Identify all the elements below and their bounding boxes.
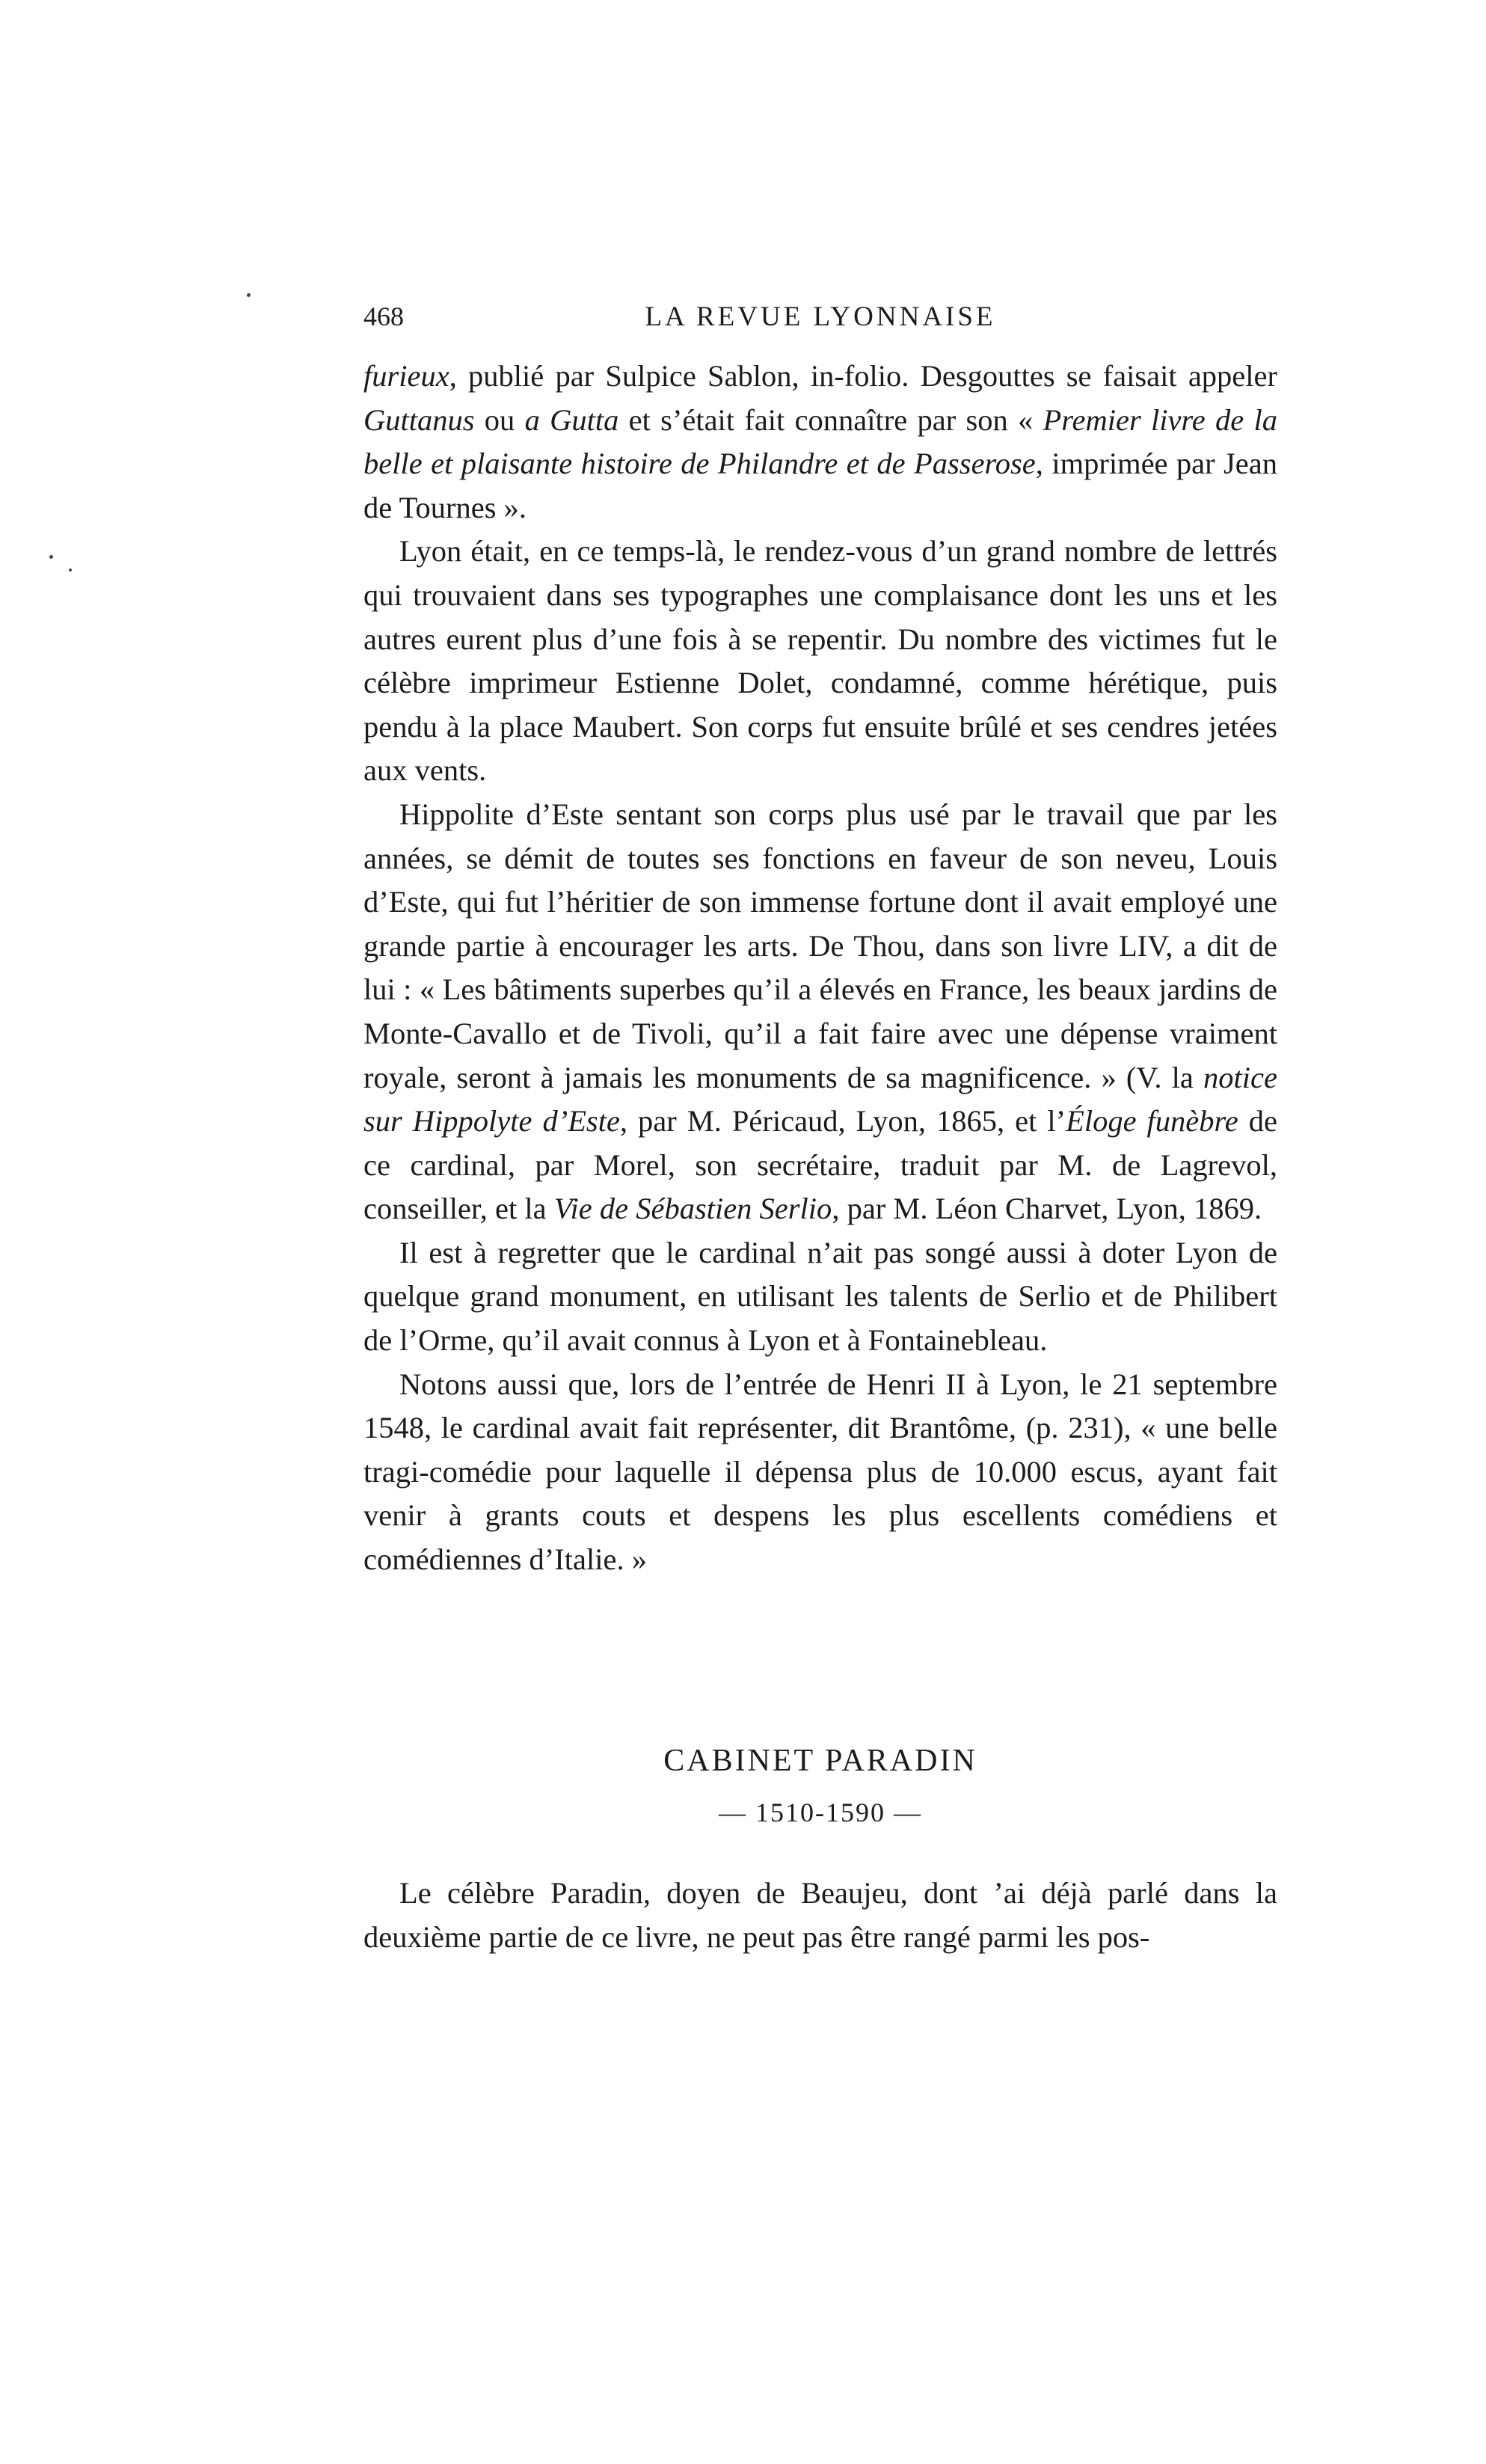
paragraph: furieux, publié par Sulpice Sablon, in-folio. Desgouttes se faisait appeler Guttanus ou a Gutta et s’était fait connaître par son « Premier livre de la belle et plaisante histoire de Philandre et de Passerose, imprimée par Jean de Tournes ».: [363, 359, 1278, 524]
scan-speck: [69, 569, 72, 571]
italic-run: Vie de Sébastien Serlio: [553, 1192, 832, 1226]
scan-speck: [247, 293, 251, 297]
paragraph: Il est à regretter que le cardinal n’ait pas songé aussi à doter Lyon de quelque grand monument, en utilisant les talents de Serlio et de Philibert de l’Orme, qu’il avait connus à Lyon et à Fontainebleau.: [363, 1235, 1277, 1358]
body-text: [363, 355, 1277, 1582]
paragraph: Notons aussi que, lors de l’entrée de Henri II à Lyon, le 21 septembre 1548, le cardinal avait fait représenter, dit Brantôme, (p. 231), « une belle tragi-comédie pour laquelle il dépensa plus de 10.000 escus, ayant fait venir à grants couts et despens les plus escellents comédiens et comédiennes d’Italie. »: [363, 1367, 1277, 1577]
section-title: CABINET PARADIN: [663, 1744, 977, 1778]
section-paragraph: Le célèbre Paradin, doyen de Beaujeu, dont ’ai déjà parlé dans la deuxième partie de ce livre, ne peut pas être rangé parmi les pos-: [363, 1876, 1277, 1954]
italic-run: furieux: [363, 359, 449, 393]
section-body: [363, 1872, 1277, 1959]
paragraph: Lyon était, en ce temps-là, le rendez-vous d’un grand nombre de lettrés qui trouvaient dans ses typographes une complaisance dont les uns et les autres eurent plus d’une fois à se repentir. Du nombre des victimes fut le célèbre imprimeur Estienne Dolet, condamné, comme hérétique, puis pendu à la place Maubert. Son corps fut ensuite brûlé et ses cendres jetées aux vents.: [363, 534, 1277, 788]
paragraph: Hippolite d’Este sentant son corps plus usé par le travail que par les années, se démit de toutes ses fonctions en faveur de son neveu, Louis d’Este, qui fut l’héritier de son immense fortune dont il avait employé une grande partie à encourager les arts. De Thou, dans son livre LIV, a dit de lui : « Les bâtiments superbes qu’il a élevés en France, les beaux jardins de Monte-Cavallo et de Tivoli, qu’il a fait faire avec une dépense vraiment royale, seront à jamais les monuments de sa magnificence. » (V. la notice sur Hippolyte d’Este, par M. Péricaud, Lyon, 1865, et l’Éloge funèbre de ce cardinal, par Morel, son secrétaire, traduit par M. de Lagrevol, conseiller, et la Vie de Sébastien Serlio, par M. Léon Charvet, Lyon, 1869.: [363, 797, 1277, 1226]
page-number: 468: [363, 301, 404, 331]
italic-run: a Gutta: [524, 402, 619, 437]
italic-run: Éloge funèbre: [1066, 1104, 1238, 1138]
italic-run: notice sur Hippolyte d’Este: [363, 1060, 1277, 1138]
italic-run: Premier livre de la belle et plaisante histoire de Philandre et de Passerose: [363, 402, 1278, 481]
italic-run: Guttanus: [363, 402, 475, 437]
running-head: LA REVUE LYONNAISE: [645, 301, 996, 332]
scan-speck: [49, 555, 53, 559]
page-header: [363, 301, 1277, 346]
section-dates: — 1510-1590 —: [719, 1798, 922, 1827]
